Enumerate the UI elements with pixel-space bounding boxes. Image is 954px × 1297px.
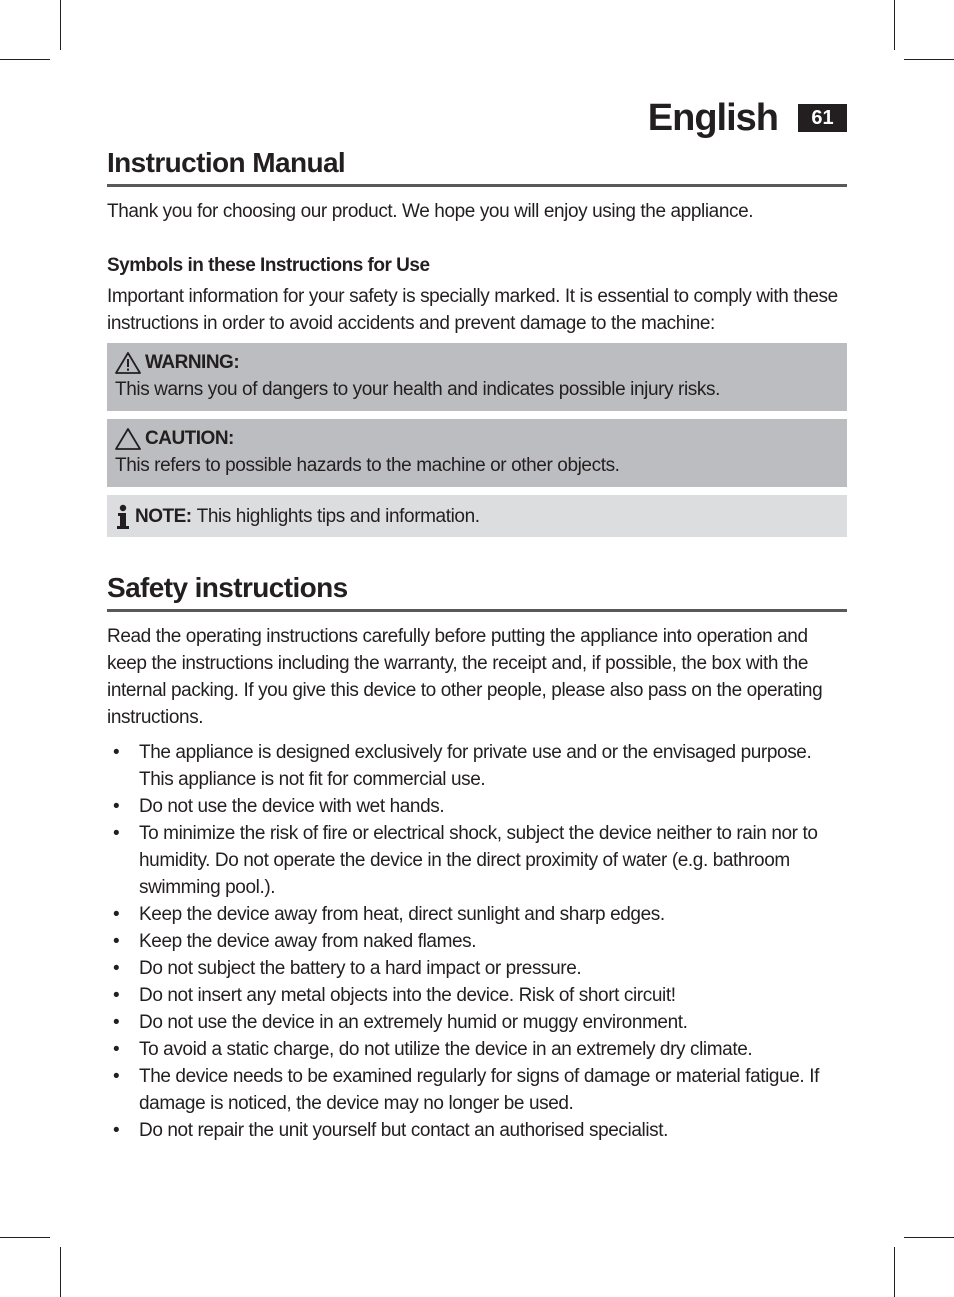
safety-section [107,571,847,1144]
info-icon [115,504,131,530]
caution-text: This refers to possible hazards to the machine or other objects. [115,455,620,476]
crop-mark [904,1237,954,1238]
section-title: Instruction Manual [107,146,847,187]
page-number: 61 [798,104,847,132]
crop-mark [894,0,895,50]
list-item: • The device needs to be examined regularly for signs of damage or material fatigue. If damage is noticed, the device may no longer be used. [107,1063,847,1117]
symbols-paragraph: Important information for your safety is specially marked. It is essential to comply with these instructions in order to avoid accidents and prevent damage to the machine: [107,286,838,334]
crop-mark [60,1247,61,1297]
crop-mark [904,59,954,60]
section-title: Safety instructions [107,571,847,612]
list-item: • The appliance is designed exclusively for private use and or the envisaged purpose. This appliance is not fit for commercial use. [107,739,847,793]
warning-text: This warns you of dangers to your health and indicates possible injury risks. [115,379,720,400]
list-item: • To avoid a static charge, do not utilize the device in an extremely dry climate. [107,1036,847,1063]
list-item: • Keep the device away from heat, direct sunlight and sharp edges. [107,901,847,928]
caution-triangle-icon [115,428,141,450]
crop-mark [894,1247,895,1297]
warning-triangle-icon [115,352,141,374]
list-item: • To minimize the risk of fire or electrical shock, subject the device neither to rain nor to humidity. Do not operate the device in the direct proximity of water (e.g. bathroom swimming pool.). [107,820,847,901]
list-item: • Do not use the device with wet hands. [107,793,847,820]
warning-box [107,343,847,411]
instruction-manual-section [107,146,847,537]
caution-label: CAUTION: [145,428,234,449]
language-heading: English [647,97,778,139]
list-item: • Do not subject the battery to a hard impact or pressure. [107,955,847,982]
symbols-heading: Symbols in these Instructions for Use [107,255,430,276]
safety-intro-paragraph: Read the operating instructions carefully before putting the appliance into operation and keep the instructions including the warranty, the receipt and, if possible, the box with the internal packing. If you give this device to other people, please also pass on the operating instructions. [107,626,823,728]
warning-label: WARNING: [145,352,240,373]
safety-list [107,739,847,1144]
list-item: • Do not repair the unit yourself but contact an authorised specialist. [107,1117,847,1144]
intro-paragraph: Thank you for choosing our product. We hope you will enjoy using the appliance. [107,201,754,222]
list-item: • Do not insert any metal objects into the device. Risk of short circuit! [107,982,847,1009]
list-item: • Keep the device away from naked flames. [107,928,847,955]
crop-mark [60,0,61,50]
note-box [107,495,847,537]
note-text: This highlights tips and information. [196,506,480,527]
caution-box [107,419,847,487]
crop-mark [0,59,50,60]
list-item: • Do not use the device in an extremely humid or muggy environment. [107,1009,847,1036]
note-label: NOTE: [135,506,192,527]
crop-mark [0,1237,50,1238]
